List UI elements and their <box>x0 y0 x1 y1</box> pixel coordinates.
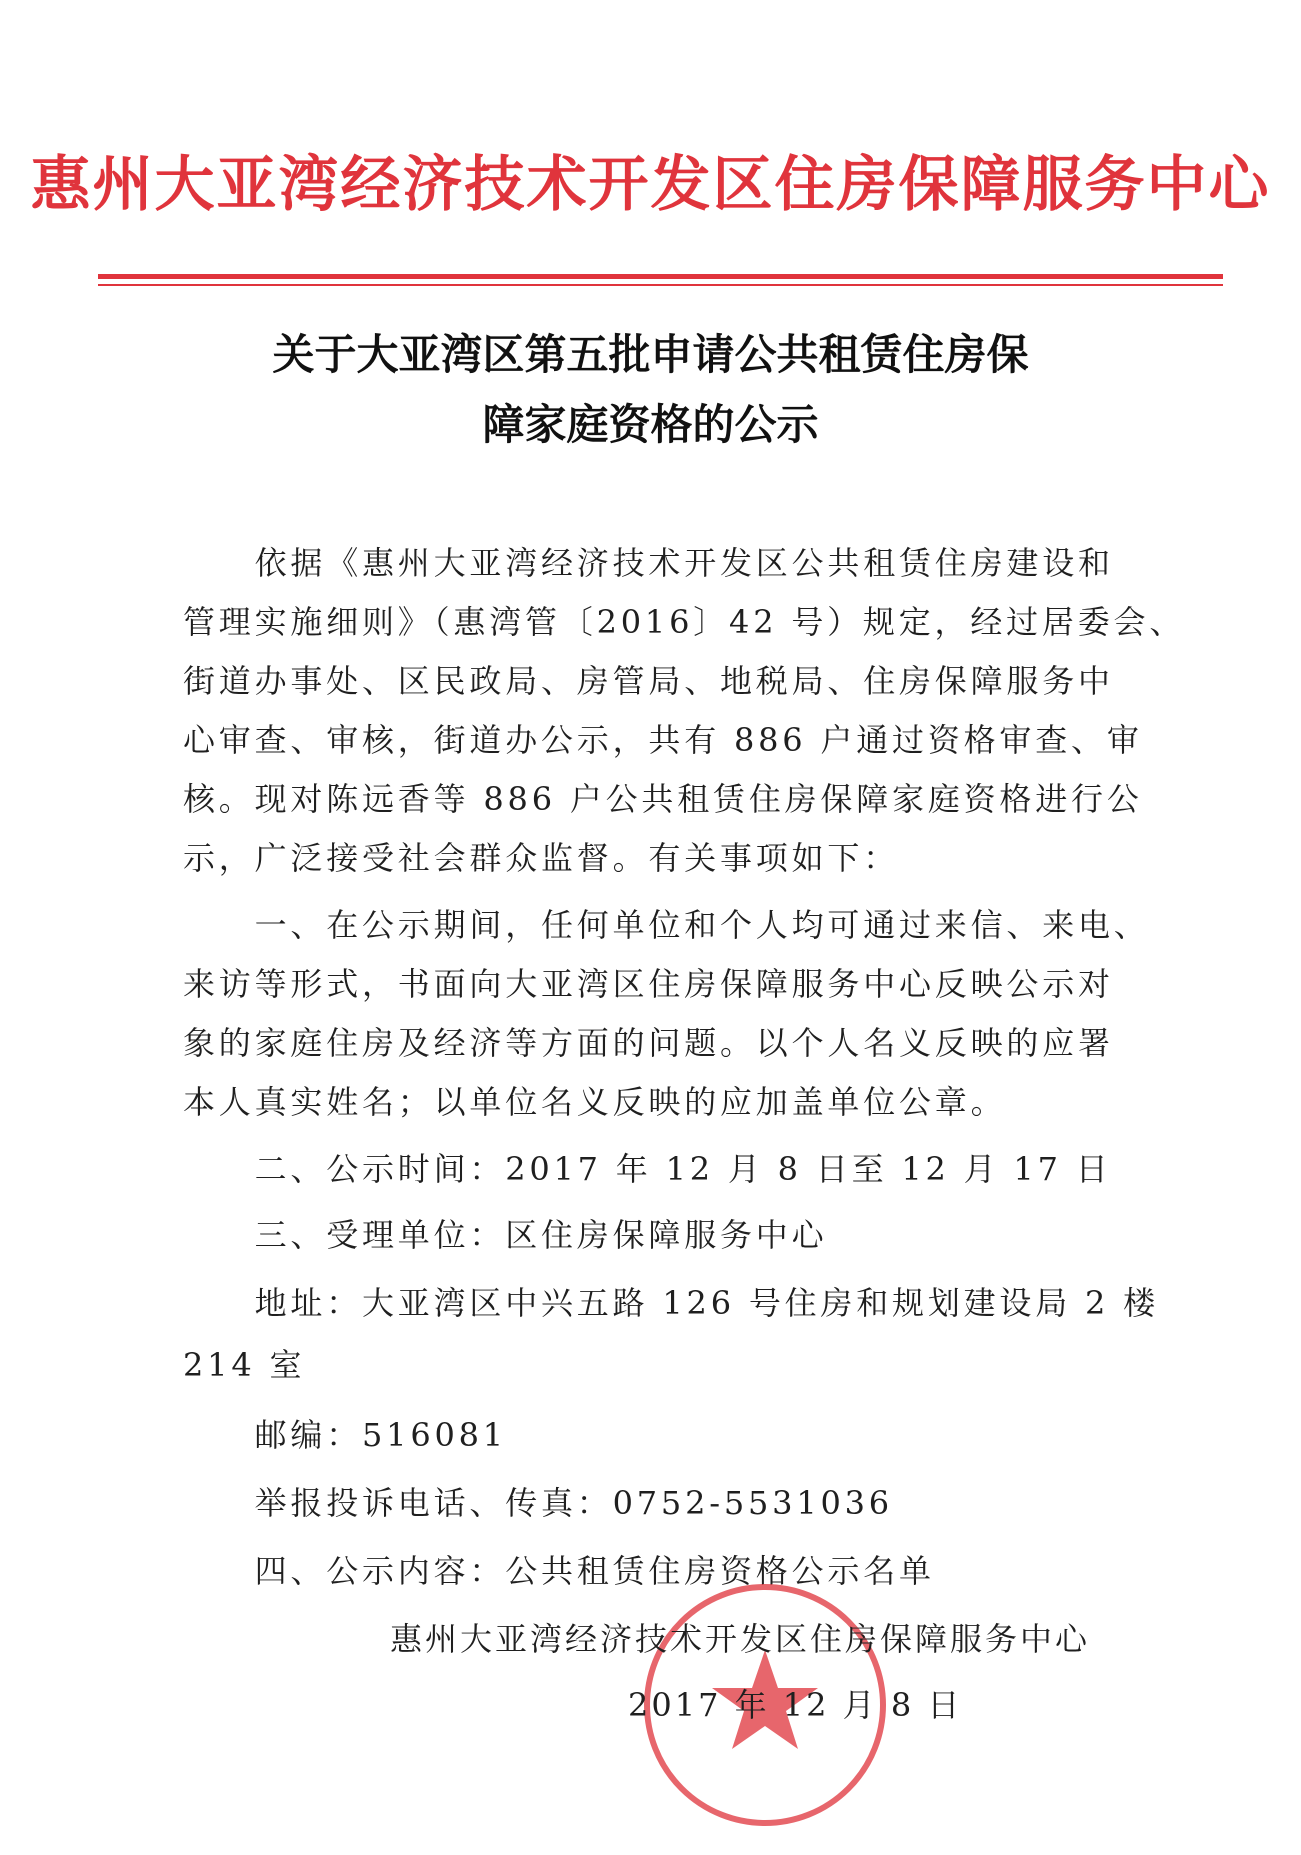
doc-title-line-2: 障家庭资格的公示 <box>482 400 819 449</box>
header-rule-thick <box>98 274 1223 279</box>
signature-org: 惠州大亚湾经济技术开发区住房保障服务中心 <box>390 1620 1091 1658</box>
body-line: 四、公示内容：公共租赁住房资格公示名单 <box>183 1552 935 1590</box>
body-line: 核。现对陈远香等 886 户公共租赁住房保障家庭资格进行公 <box>183 780 1143 818</box>
body-line: 三、受理单位：区住房保障服务中心 <box>183 1216 828 1254</box>
body-line: 象的家庭住房及经济等方面的问题。以个人名义反映的应署 <box>183 1024 1114 1062</box>
body-line: 214 室 <box>183 1346 306 1384</box>
body-line: 心审查、审核，街道办公示，共有 886 户通过资格审查、审 <box>183 721 1143 759</box>
body-line: 管理实施细则》（惠湾管〔2016〕42 号）规定，经过居委会、 <box>183 603 1186 641</box>
header-org-title: 惠州大亚湾经济技术开发区住房保障服务中心 <box>30 150 1271 220</box>
body-line: 邮编：516081 <box>183 1416 507 1454</box>
body-line: 地址：大亚湾区中兴五路 126 号住房和规划建设局 2 楼 <box>183 1284 1159 1322</box>
doc-title-line-1: 关于大亚湾区第五批申请公共租赁住房保 <box>272 330 1029 379</box>
body-line: 一、在公示期间，任何单位和个人均可通过来信、来电、 <box>183 906 1150 944</box>
body-line: 依据《惠州大亚湾经济技术开发区公共租赁住房建设和 <box>183 544 1114 582</box>
header-rule-thin <box>98 284 1223 286</box>
signature-date: 2017 年 12 月 8 日 <box>628 1686 963 1724</box>
body-line: 来访等形式，书面向大亚湾区住房保障服务中心反映公示对 <box>183 965 1114 1003</box>
body-line: 示，广泛接受社会群众监督。有关事项如下： <box>183 839 900 877</box>
body-line: 二、公示时间：2017 年 12 月 8 日至 12 月 17 日 <box>183 1150 1112 1188</box>
body-line: 街道办事处、区民政局、房管局、地税局、住房保障服务中 <box>183 662 1114 700</box>
body-line: 举报投诉电话、传真：0752-5531036 <box>183 1484 893 1522</box>
body-line: 本人真实姓名；以单位名义反映的应加盖单位公章。 <box>183 1083 1007 1121</box>
